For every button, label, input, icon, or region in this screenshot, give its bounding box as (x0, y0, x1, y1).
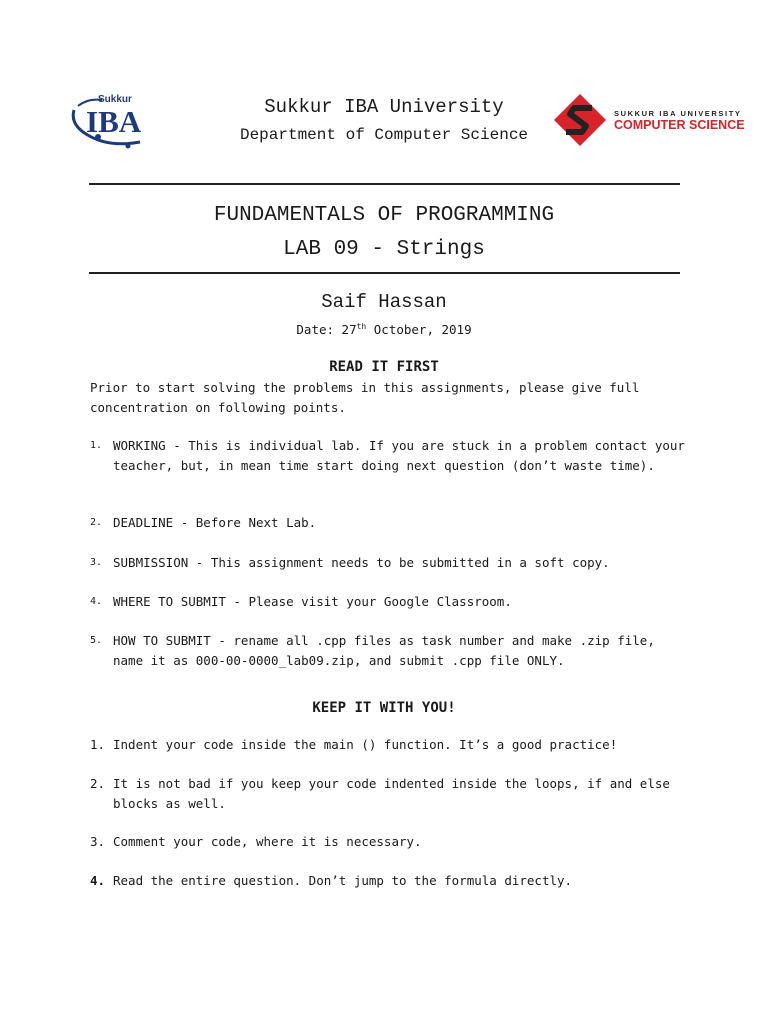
list-item: 1. Indent your code inside the main () function. It’s a good practice! (90, 737, 618, 752)
read-it-first-heading: READ IT FIRST (329, 359, 439, 375)
course-title: FUNDAMENTALS OF PROGRAMMING (213, 204, 555, 227)
list-item: 4. Read the entire question. Don’t jump to the formula directly. (90, 873, 573, 888)
date-line: Date: 27th October, 2019 (296, 322, 472, 337)
svg-text:COMPUTER SCIENCE: COMPUTER SCIENCE (614, 118, 745, 132)
svg-text:Sukkur: Sukkur (98, 94, 132, 105)
list-item: 2. It is not bad if you keep your code indented inside the loops, if and else blocks as well. (90, 776, 670, 811)
svg-text:IBA: IBA (86, 104, 142, 139)
list-item: 3. Comment your code, where it is necessary. (90, 834, 422, 849)
keep-it-with-you-heading: KEEP IT WITH YOU! (312, 700, 456, 716)
university-name: Sukkur IBA University (264, 96, 504, 118)
divider-top (89, 183, 680, 185)
divider-bottom (89, 272, 680, 274)
list-item: 2. DEADLINE - Before Next Lab. (90, 515, 317, 530)
computer-science-logo (552, 92, 752, 148)
lab-title: LAB 09 - Strings (283, 238, 485, 261)
svg-text:SUKKUR IBA UNIVERSITY: SUKKUR IBA UNIVERSITY (614, 109, 742, 118)
department-name: Department of Computer Science (239, 126, 529, 144)
list-item: 4. WHERE TO SUBMIT - Please visit your Google Classroom. (90, 594, 512, 609)
list-item: 5. HOW TO SUBMIT - rename all .cpp files as task number and make .zip file, name it as 000-00-0000_lab09.zip, and submit .cpp file ONLY. (90, 633, 655, 668)
author-name: Saif Hassan (321, 291, 447, 313)
list-item: 3. SUBMISSION - This assignment needs to be submitted in a soft copy. (90, 555, 610, 570)
list-item: 1. WORKING - This is individual lab. If you are stuck in a problem contact your teacher, but, in mean time start doing next question (don’t waste time). (90, 438, 685, 473)
intro-paragraph: Prior to start solving the problems in this assignments, please give full concentration on following points. (90, 380, 640, 415)
